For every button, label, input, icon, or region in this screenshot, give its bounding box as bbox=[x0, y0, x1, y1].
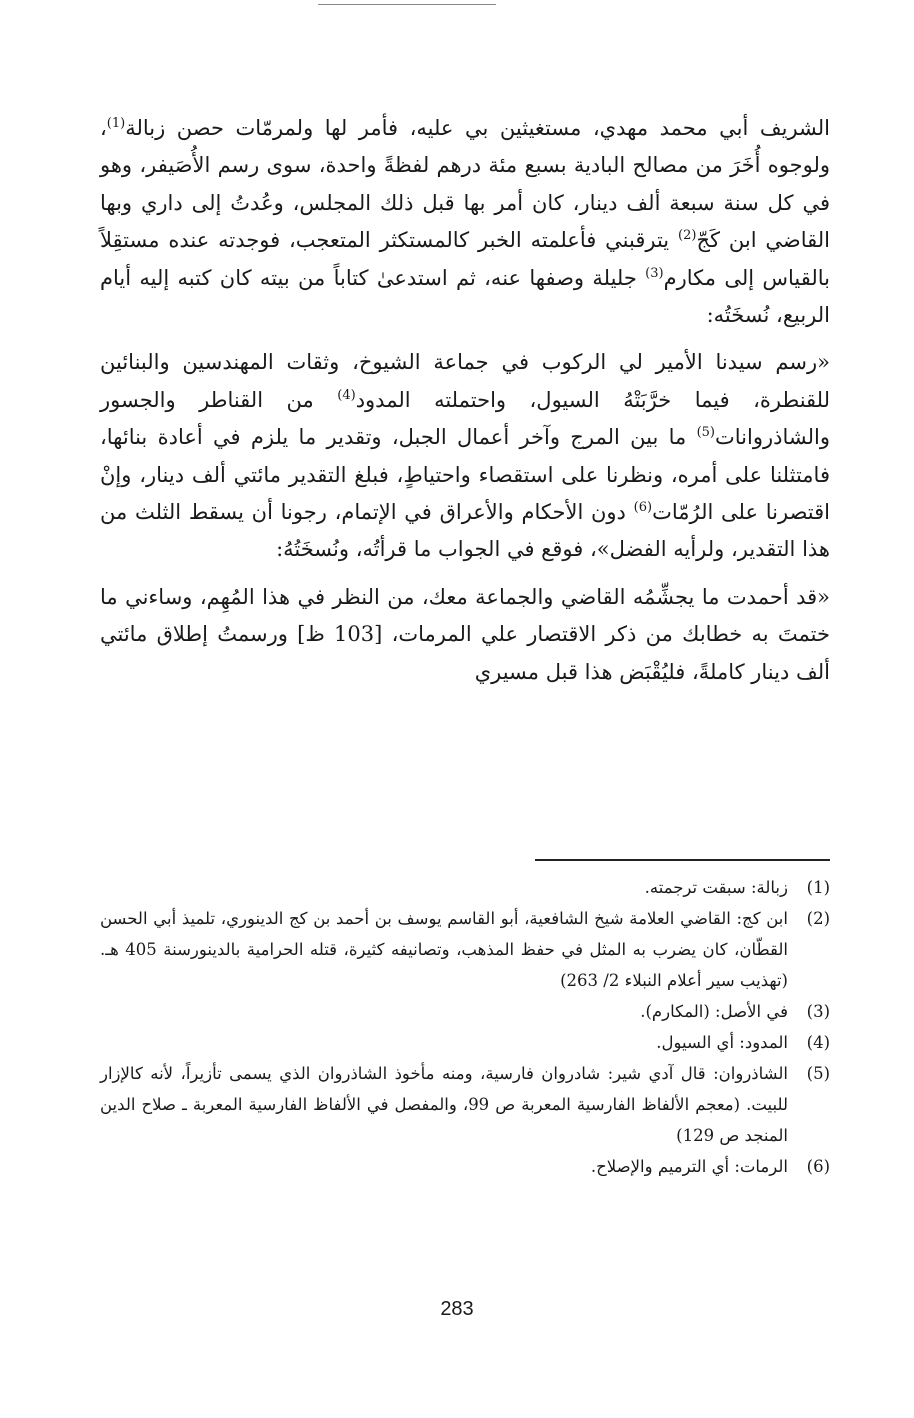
paragraph-text: الشريف أبي محمد مهدي، مستغيثين بي عليه، فأمر لها ولمرمّات حصن زبالة bbox=[125, 116, 830, 140]
paragraph-text: ، ولوجوه أُخَرَ من مصالح البادية بسبع مئة درهم لفظةً واحدة، سوى رسم الأُصَيفر، وهو في كل سنة سبعة ألف دينار، كان أمر بها قبل ذلك المجلس، وعُدتُ إلى داري وبها القاضي ابن كَجّ bbox=[100, 116, 830, 253]
footnote-text: في الأصل: (المكارم). bbox=[640, 1002, 788, 1021]
footnote-text: ابن كج: القاضي العلامة شيخ الشافعية، أبو القاسم يوسف بن أحمد بن كج الدينوري، تلميذ أبي الحسن القطّان، كان يضرب به المثل في حفظ المذهب، وتصانيفه كثيرة، قتله الحرامية بالدينورسنة 405 هـ. (تهذيب سير أعلام النبلاء 2/ 263) bbox=[100, 909, 788, 990]
paragraph-text: يترقبني فأعلمته الخبر كالمستكثر المتعجب، فوجدته عنده مستقِلاً بالقياس إلى مكارم bbox=[100, 228, 831, 290]
paragraph-text: من القناطر والجسور والشاذروانات bbox=[100, 387, 830, 450]
footnote-ref: (3) bbox=[645, 265, 664, 281]
paragraph-2 bbox=[100, 344, 830, 568]
footnotes bbox=[100, 872, 830, 1182]
footnote-item bbox=[100, 903, 830, 996]
paragraph-1 bbox=[100, 110, 830, 334]
paragraph-text: دون الأحكام والأعراق في الإتمام، رجونا أن يسقط الثلث من هذا التقدير، ولرأيه الفضل»، فوقع في الجواب ما قرأتُه، ونُسخَتُهُ: bbox=[100, 500, 830, 562]
paragraph-text: «قد أحمدت ما يجشِّمُه القاضي والجماعة معك، من النظر في هذا المُهِم، وساءني ما ختمتَ به خطابك من ذكر الاقتصار علي المرمات، [103 ظ] ورسمتُ إطلاق مائتي ألف دينار كاملةً، فليُقْبَض هذا قبل مسيري bbox=[100, 584, 830, 684]
footnote-number: (2) bbox=[806, 909, 830, 928]
footnote-text: الرمات: أي الترميم والإصلاح. bbox=[590, 1157, 788, 1176]
footnote-ref: (6) bbox=[633, 500, 653, 516]
body-text bbox=[100, 110, 830, 691]
footnote-text: زبالة: سبقت ترجمته. bbox=[644, 878, 788, 897]
paragraph-text: جليلة وصفها عنه، ثم استدعىٰ كتاباً من بيته كان كتبه إليه أيام الربيع، نُسخَتُه: bbox=[100, 265, 830, 328]
footnote-separator bbox=[535, 859, 830, 861]
footnote-number: (4) bbox=[806, 1033, 830, 1052]
page-number: 283 bbox=[440, 1298, 474, 1320]
footnote-ref: (4) bbox=[337, 387, 356, 403]
footnote-item bbox=[100, 1027, 830, 1058]
paragraph-text: ما بين المرج وآخر أعمال الجبل، وتقدير ما يلزم في أعادة بنائها، فامتثلنا على أمره، ونظرنا على استقصاء واحتياطٍ، فبلغ التقدير مائتي ألف دينار، وإنْ اقتصرنا على الرُمّات bbox=[100, 425, 830, 525]
paragraph-text: «رسم سيدنا الأمير لي الركوب في جماعة الشيوخ، وثقات المهندسين والبنائين للقنطرة، فيما خرَّبَتْهُ السيول، واحتملته المدود bbox=[100, 350, 831, 412]
footnote-number: (1) bbox=[806, 878, 830, 897]
footnote-item bbox=[100, 1151, 830, 1182]
footnote-text: المدود: أي السيول. bbox=[656, 1033, 788, 1052]
footnote-number: (3) bbox=[806, 1002, 830, 1021]
footnote-item bbox=[100, 872, 830, 903]
footnote-ref: (2) bbox=[678, 228, 697, 244]
footnote-item bbox=[100, 996, 830, 1027]
paragraph-3 bbox=[100, 579, 830, 691]
header-rule bbox=[318, 4, 496, 5]
footnote-ref: (5) bbox=[696, 425, 715, 441]
footnote-text: الشاذروان: قال آدي شير: شادروان فارسية، ومنه مأخوذ الشاذروان الذي يسمى تأزيراً، لأنه كالإزار للبيت. (معجم الألفاظ الفارسية المعربة ص 99، والمفصل في الألفاظ الفارسية المعربة ـ صلاح الدين المنجد ص 129) bbox=[100, 1064, 789, 1145]
footnote-number: (5) bbox=[806, 1064, 830, 1083]
footnote-number: (6) bbox=[806, 1157, 830, 1176]
footnote-ref: (1) bbox=[106, 116, 126, 131]
footnote-item bbox=[100, 1058, 830, 1151]
